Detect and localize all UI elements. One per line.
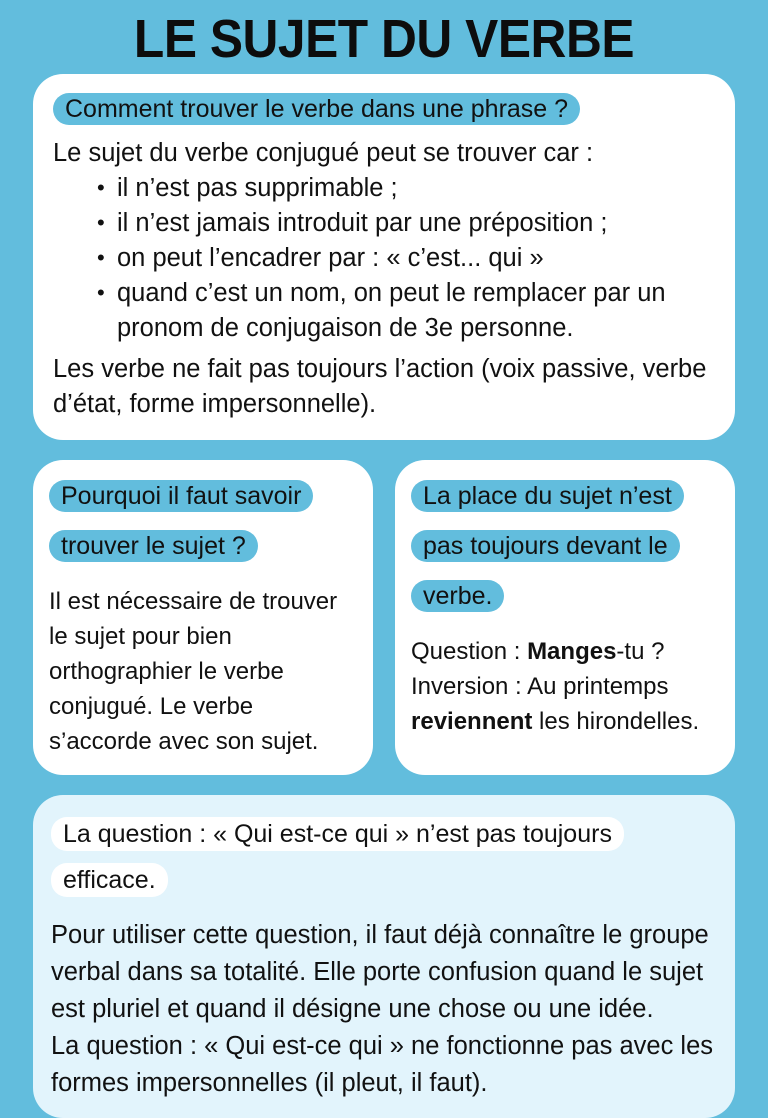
list-item: • on peut l’encadrer par : « c’est... qui » (97, 241, 715, 276)
heading-highlight: La place du sujet n’est (411, 480, 684, 512)
card-find-verb-heading (53, 88, 715, 130)
card-question-body-2: La question : « Qui est-ce qui » ne fonctionne pas avec les formes impersonnelles (il pleut, il faut). (51, 1032, 714, 1097)
page-title: LE SUJET DU VERBE (133, 9, 635, 69)
card-why-find-subject (33, 460, 373, 775)
card-place-example-inversion (411, 669, 719, 739)
heading-highlight: trouver le sujet ? (49, 530, 258, 562)
example-inversion-label: Inversion : Au printemps (411, 673, 669, 700)
card-why-body: Il est nécessaire de trouver le sujet pour bien orthographier le verbe conjugué. Le verbe s’accorde avec son sujet. (49, 588, 338, 755)
card-qui-est-ce-qui (33, 795, 735, 1118)
example-question-bold: Manges (527, 638, 617, 665)
middle-card-row (33, 460, 735, 775)
heading-highlight: Pourquoi il faut savoir (49, 480, 313, 512)
card-place-heading (411, 474, 719, 518)
heading-highlight: pas toujours devant le (411, 530, 680, 562)
example-inversion-bold: reviennent (411, 708, 533, 735)
list-item: • quand c’est un nom, on peut le remplacer par un pronom de conjugaison de 3e personne. (97, 276, 715, 346)
card-subject-place (395, 460, 735, 775)
card-question-body-1: Pour utiliser cette question, il faut déjà connaître le groupe verbal dans sa totalité. Elle porte confusion quand le sujet est pluriel et quand il désigne une chose ou une idée. (51, 921, 709, 1023)
heading-highlight-white: efficace. (51, 863, 168, 897)
list-item: • il n’est jamais introduit par une préposition ; (97, 206, 715, 241)
card-find-verb (33, 74, 735, 440)
card-place-heading-2 (411, 524, 719, 568)
card-find-verb-intro: Le sujet du verbe conjugué peut se trouver car : (53, 139, 594, 167)
card-find-verb-bullet-list (53, 171, 715, 346)
card-question-heading-2 (51, 857, 717, 903)
heading-highlight-white: La question : « Qui est-ce qui » n’est pas toujours (51, 817, 624, 851)
card-why-heading (49, 474, 357, 518)
card-find-verb-closing: Les verbe ne fait pas toujours l’action (voix passive, verbe d’état, forme impersonnelle). (53, 355, 707, 418)
example-question-rest: -tu ? (616, 638, 665, 665)
card-why-heading-2 (49, 524, 357, 568)
heading-highlight: verbe. (411, 580, 504, 612)
card-place-example-question (411, 634, 719, 669)
list-item: • il n’est pas supprimable ; (97, 171, 715, 206)
example-inversion-rest: les hirondelles. (532, 708, 700, 735)
card-place-heading-3 (411, 574, 719, 618)
example-question-label: Question : (411, 638, 528, 665)
card-question-heading (51, 811, 717, 857)
heading-highlight: Comment trouver le verbe dans une phrase ? (53, 93, 580, 125)
